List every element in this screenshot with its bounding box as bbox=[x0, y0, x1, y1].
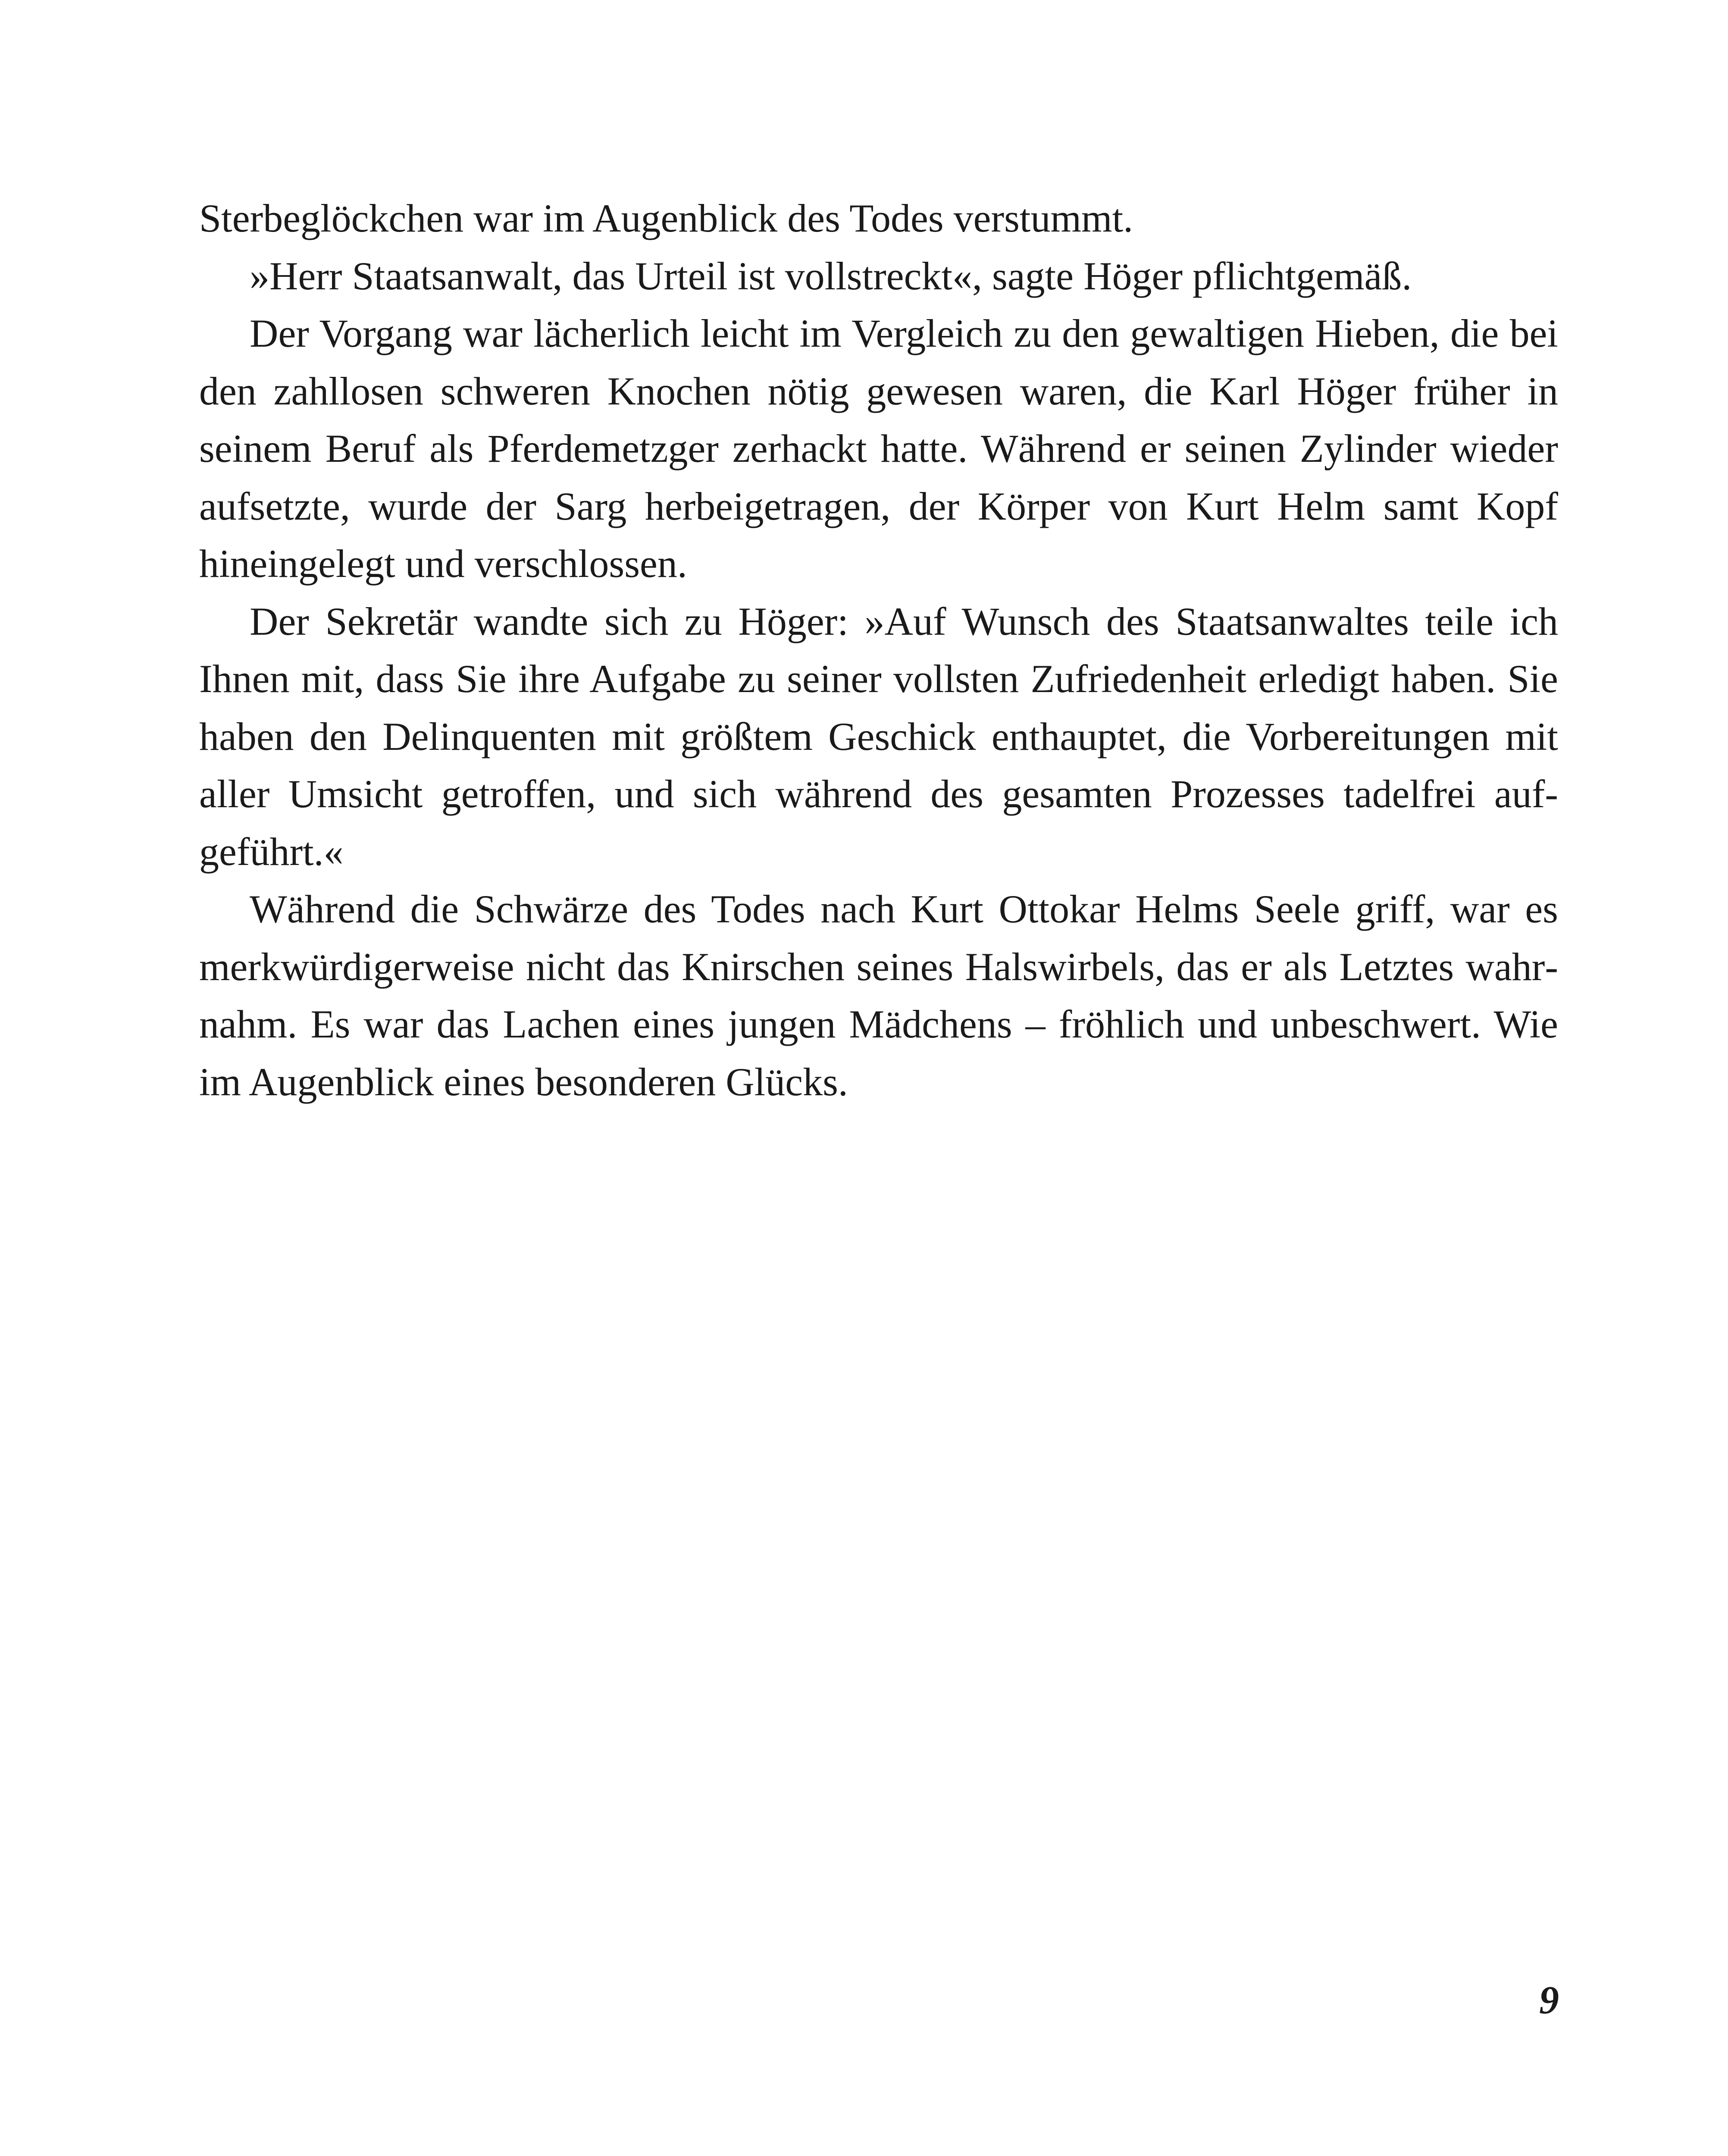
paragraph-procedure: Der Vorgang war lächerlich leicht im Vergleich zu den gewaltigen Hieben, die bei den zahllosen schweren Knochen nötig gewesen waren, die Karl Höger früher in seinem Beruf als Pferdemetzger zerhackt hatte. Während er seinen Zylinder wieder aufsetzte, wurde der Sarg herbeigetragen, der Körper von Kurt Helm samt Kopf hineingelegt und verschlossen. bbox=[199, 311, 1558, 586]
paragraph-final: Während die Schwärze des Todes nach Kurt Ottokar Helms Seele griff, war es merkwürdigerweise nicht das Knirschen seines Halswirbels, das er als Letztes wahrnahm. Es war das Lachen eines jungen Mädchens – fröhlich und unbeschwert. Wie im Augenblick eines besonderen Glücks. bbox=[199, 887, 1558, 1104]
paragraph-continuation: Sterbeglöckchen war im Augenblick des Todes verstummt. bbox=[199, 196, 1133, 240]
paragraph-secretary: Der Sekretär wandte sich zu Höger: »Auf Wunsch des Staatsanwaltes teile ich Ihnen mit, dass Sie ihre Aufgabe zu seiner vollsten Zufriedenheit erledigt haben. Sie haben den Delinquenten mit größtem Geschick enthauptet, die Vorbereitungen mit aller Umsicht getroffen, und sich während des gesamten Prozesses tadelfrei aufgeführt.« bbox=[199, 599, 1558, 874]
page-number: 9 bbox=[1539, 1978, 1559, 2022]
paragraph-dialogue-hoeger: »Herr Staatsanwalt, das Urteil ist vollstreckt«, sagte Höger pflichtgemäß. bbox=[250, 254, 1412, 298]
body-text bbox=[199, 190, 1558, 1111]
